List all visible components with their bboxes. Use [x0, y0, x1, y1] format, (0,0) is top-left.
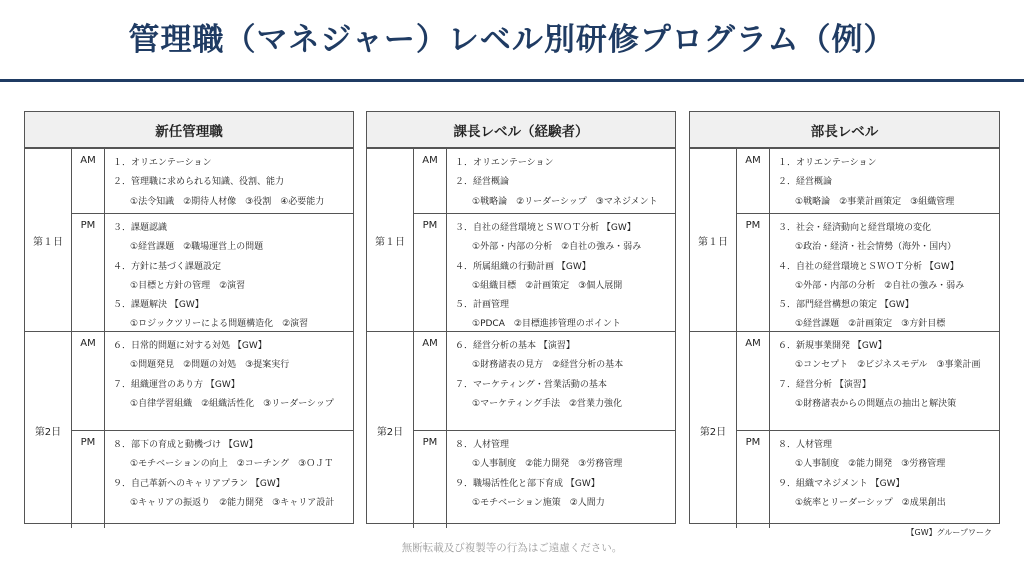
curriculum-subtopics: ①問題発見 ②問題の対処 ③提案実行	[130, 360, 290, 371]
curriculum-subtopics: ①政治・経済・社会情勢（海外・国内）	[795, 242, 957, 253]
curriculum-subtopics: ①モチベーションの向上 ②コーチング ③ＯＪＴ	[130, 459, 334, 470]
curriculum-subtopics: ①経営課題 ②職場運営上の問題	[130, 242, 264, 253]
session-row	[72, 430, 353, 528]
session-content	[105, 431, 353, 528]
day-block	[367, 331, 675, 528]
session-row	[737, 430, 999, 528]
curriculum-subtopics: ①法令知識 ②期待人材像 ③役割 ④必要能力	[130, 196, 325, 207]
title-divider	[0, 79, 1024, 82]
time-slot-label: PM	[414, 431, 447, 528]
curriculum-subtopics: ①コンセプト ②ビジネスモデル ③事業計画	[795, 360, 981, 371]
session-row	[737, 149, 999, 213]
curriculum-subtopics: ①目標と方針の管理 ②演習	[130, 280, 246, 291]
session-content	[770, 149, 999, 213]
day-block	[690, 331, 999, 528]
curriculum-topic: ８．部下の育成と動機づけ 【GW】	[113, 440, 258, 450]
session-row	[72, 149, 353, 213]
time-slot-label: PM	[737, 431, 770, 528]
time-slot-label: AM	[737, 332, 770, 430]
curriculum-subtopics: ①統率とリーダーシップ ②成果創出	[795, 497, 946, 508]
curriculum-topic: ６．新規事業開発 【GW】	[778, 341, 887, 351]
session-list	[72, 332, 353, 528]
curriculum-topic: ３．自社の経営環境とＳＷＯＴ分析 【GW】	[455, 223, 636, 233]
session-content	[447, 149, 675, 213]
session-row	[414, 430, 675, 528]
curriculum-topic: ７．組織運営のあり方 【GW】	[113, 379, 240, 390]
session-list	[414, 149, 675, 331]
curriculum-topic: ５．計画管理	[455, 300, 510, 311]
day-block	[367, 148, 675, 331]
session-row	[414, 332, 675, 430]
program-panel	[24, 111, 354, 524]
session-row	[72, 332, 353, 430]
program-panel	[689, 111, 1000, 524]
time-slot-label: PM	[72, 431, 105, 528]
curriculum-topic: ２．管理職に求められる知識、役割、能力	[113, 177, 285, 188]
program-panel	[366, 111, 676, 524]
session-content	[447, 214, 675, 331]
copyright-footer: 無断転載及び複製等の行為はご遠慮ください。	[401, 542, 623, 554]
panel-header: 部長レベル	[690, 112, 999, 148]
curriculum-subtopics: ①モチベーション施策 ②人間力	[472, 497, 605, 508]
session-content	[105, 149, 353, 213]
curriculum-topic: １．オリエンテーション	[778, 158, 877, 168]
curriculum-topic: ３．課題認識	[113, 223, 168, 233]
curriculum-subtopics: ①キャリアの振返り ②能力開発 ③キャリア設計	[130, 497, 335, 508]
session-content	[105, 214, 353, 331]
curriculum-subtopics: ①組織目標 ②計画策定 ③個人展開	[472, 280, 623, 291]
session-content	[770, 431, 999, 528]
day-label: 第2日	[690, 332, 737, 528]
time-slot-label: AM	[737, 149, 770, 213]
time-slot-label: AM	[72, 149, 105, 213]
curriculum-topic: ４．所属組織の行動計画 【GW】	[455, 261, 591, 272]
curriculum-subtopics: ①PDCA ②目標進捗管理のポイント	[472, 319, 621, 330]
session-content	[447, 332, 675, 430]
session-row	[737, 332, 999, 430]
curriculum-topic: ４．方針に基づく課題設定	[113, 261, 222, 272]
curriculum-topic: ９．職場活性化と部下育成 【GW】	[455, 478, 600, 489]
curriculum-subtopics: ①人事制度 ②能力開発 ③労務管理	[795, 459, 946, 470]
day-block	[25, 148, 353, 331]
curriculum-topic: ６．経営分析の基本 【演習】	[455, 341, 575, 351]
day-block	[25, 331, 353, 528]
curriculum-subtopics: ①財務諸表からの問題点の抽出と解決策	[795, 398, 957, 409]
curriculum-subtopics: ①ロジックツリーによる問題構造化 ②演習	[130, 319, 309, 330]
session-list	[72, 149, 353, 331]
day-label: 第１日	[690, 149, 737, 331]
curriculum-subtopics: ①経営課題 ②計画策定 ③方針目標	[795, 319, 946, 330]
curriculum-subtopics: ①戦略論 ②リーダーシップ ③マネジメント	[472, 196, 658, 207]
curriculum-topic: １．オリエンテーション	[113, 158, 212, 168]
time-slot-label: PM	[414, 214, 447, 331]
panel-header: 新任管理職	[25, 112, 353, 148]
session-content	[447, 431, 675, 528]
session-row	[414, 213, 675, 331]
session-row	[414, 149, 675, 213]
curriculum-subtopics: ①外部・内部の分析 ②自社の強み・弱み	[795, 280, 965, 291]
time-slot-label: AM	[414, 149, 447, 213]
curriculum-topic: ９．自己革新へのキャリアプラン 【GW】	[113, 478, 285, 489]
session-list	[737, 332, 999, 528]
curriculum-topic: ５．課題解決 【GW】	[113, 300, 204, 311]
curriculum-topic: ７．経営分析 【演習】	[778, 379, 871, 390]
curriculum-subtopics: ①外部・内部の分析 ②自社の強み・弱み	[472, 242, 642, 253]
curriculum-topic: ４．自社の経営環境とＳＷＯＴ分析 【GW】	[778, 261, 959, 272]
time-slot-label: PM	[737, 214, 770, 331]
session-row	[72, 213, 353, 331]
session-list	[414, 332, 675, 528]
time-slot-label: AM	[72, 332, 105, 430]
day-label: 第１日	[25, 149, 72, 331]
session-row	[737, 213, 999, 331]
curriculum-topic: ２．経営概論	[778, 177, 833, 188]
panel-header: 課長レベル（経験者）	[367, 112, 675, 148]
time-slot-label: PM	[72, 214, 105, 331]
day-label: 第2日	[25, 332, 72, 528]
day-block	[690, 148, 999, 331]
session-content	[770, 214, 999, 331]
day-label: 第2日	[367, 332, 414, 528]
curriculum-topic: ６．日常的問題に対する対処 【GW】	[113, 341, 267, 351]
curriculum-subtopics: ①自律学習組織 ②組織活性化 ③リーダーシップ	[130, 398, 334, 409]
time-slot-label: AM	[414, 332, 447, 430]
session-content	[105, 332, 353, 430]
curriculum-topic: ２．経営概論	[455, 177, 510, 188]
curriculum-topic: ８．人材管理	[455, 440, 510, 450]
day-label: 第１日	[367, 149, 414, 331]
legend-note: 【GW】グループワーク	[906, 528, 992, 537]
curriculum-topic: ８．人材管理	[778, 440, 833, 450]
session-content	[770, 332, 999, 430]
curriculum-topic: ５．部門経営構想の策定 【GW】	[778, 300, 914, 311]
curriculum-subtopics: ①人事制度 ②能力開発 ③労務管理	[472, 459, 623, 470]
curriculum-topic: ９．組織マネジメント 【GW】	[778, 478, 905, 489]
curriculum-topic: ７．マーケティング・営業活動の基本	[455, 379, 607, 390]
curriculum-subtopics: ①財務諸表の見方 ②経営分析の基本	[472, 360, 624, 371]
curriculum-topic: １．オリエンテーション	[455, 158, 554, 168]
page-title: 管理職（マネジャー）レベル別研修プログラム（例）	[128, 22, 896, 58]
session-list	[737, 149, 999, 331]
curriculum-subtopics: ①マーケティング手法 ②営業力強化	[472, 398, 623, 409]
curriculum-subtopics: ①戦略論 ②事業計画策定 ③組織管理	[795, 196, 955, 207]
curriculum-topic: ３．社会・経済動向と経営環境の変化	[778, 223, 932, 233]
